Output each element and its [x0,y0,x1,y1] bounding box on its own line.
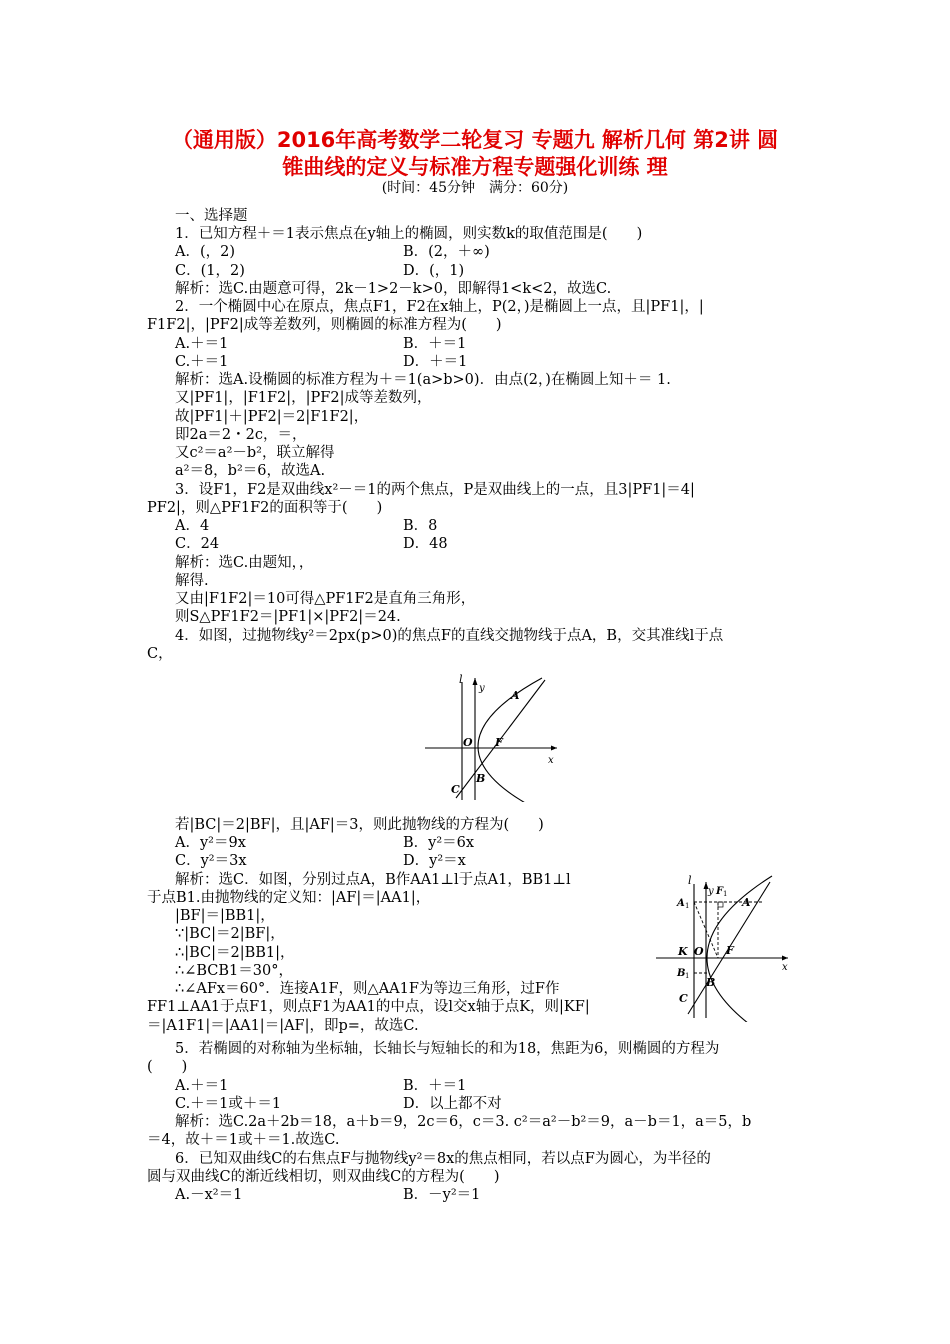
q4-solution-4: ∵|BC|＝2|BF|， [175,926,285,942]
q1-option-d: D．(，1) [403,263,465,279]
label-f: F [495,736,503,749]
q4-solution-9: ＝|A1F1|＝|AA1|＝|AF|，即p=，故选C. [147,1018,419,1034]
label-y: y [708,886,714,897]
label-f1-subscript: 1 [723,890,728,898]
q4-solution-5: ∴|BC|＝2|BB1|， [175,945,295,961]
figure-y-arrow [473,678,478,685]
question-5-line-2: ( ) [147,1059,188,1075]
q2-solution-3: 故|PF1|＋|PF2|＝2|F1F2|， [175,409,369,425]
label-k: K [678,945,688,958]
question-2-line-1: 2．一个椭圆中心在原点，焦点F1，F2在x轴上，P(2，)是椭圆上一点，且|PF1|，| [175,299,704,315]
question-2-line-2: F1F2|，|PF2|成等差数列，则椭圆的标准方程为( ) [147,317,502,333]
figure-x-arrow [551,746,557,751]
q5-solution-1: 解析：选C.2a＋2b＝18，a＋b＝9，2c＝6，c＝3. c²＝a²－b²＝9，a－b＝1，a＝5，b [175,1114,752,1130]
label-f: F [726,944,734,957]
q3-option-d: D．48 [403,536,448,552]
label-b: B [706,976,716,989]
q2-option-d: D．＋＝1 [403,354,468,370]
title-line-2: 锥曲线的定义与标准方程专题强化训练 理 [282,155,668,179]
q3-option-a: A．4 [175,518,210,534]
q2-option-c: C.＋＝1 [175,354,229,370]
q2-solution-6: a²＝8，b²＝6，故选A. [175,463,326,479]
q4-solution-3: |BF|＝|BB1|， [175,908,275,924]
q3-option-b: B．8 [403,518,438,534]
q4-solution-6: ∴∠BCB1＝30°， [175,963,293,979]
figure2-parabola [707,876,772,1022]
label-l: l [688,874,692,887]
title-line-1: （通用版）2016年高考数学二轮复习 专题九 解析几何 第2讲 圆 [171,128,779,152]
label-b1: B [677,968,686,979]
parabola-solution-figure [648,872,798,1022]
section-heading: 一、选择题 [175,208,248,224]
parabola-figure [420,670,560,802]
question-5-line-1: 5．若椭圆的对称轴为坐标轴，长轴长与短轴长的和为18，焦距为6，则椭圆的方程为 [175,1041,720,1057]
q2-option-a: A.＋＝1 [175,336,229,352]
q1-option-c: C．(1，2) [175,263,245,279]
label-b: B [476,772,486,785]
q6-option-a: A.－x²＝1 [175,1187,243,1203]
q1-option-b: B．(2，＋∞) [403,244,490,260]
q2-solution-4: 即2a＝2・2c，＝， [175,427,307,443]
label-o: O [463,736,473,749]
label-x: x [782,962,788,973]
q4-option-c: C．y²＝3x [175,853,247,869]
label-f1: F [716,886,724,897]
q2-option-b: B．＋＝1 [403,336,467,352]
question-1: 1．已知方程＋＝1表示焦点在y轴上的椭圆，则实数k的取值范围是( ) [175,226,643,242]
q4-solution-2: 于点B1.由抛物线的定义知：|AF|＝|AA1|， [147,890,431,906]
question-3-line-1: 3．设F1，F2是双曲线x²－＝1的两个焦点，P是双曲线上的一点，且3|PF1|＝4| [175,482,695,498]
label-a: A [742,896,751,909]
label-b1-subscript: 1 [685,972,690,980]
label-o: O [694,945,704,958]
figure2-right-angle [718,902,723,907]
q4-option-b: B．y²＝6x [403,835,475,851]
q3-solution-3: 又由|F1F2|＝10可得△PF1F2是直角三角形， [175,591,476,607]
subtitle: (时间：45分钟 满分：60分) [381,180,569,196]
q2-solution-1: 解析：选A.设椭圆的标准方程为＋＝1(a>b>0)．由点(2，)在椭圆上知＋＝ 1. [175,372,671,388]
q4-option-d: D．y²＝x [403,853,466,869]
q1-solution: 解析：选C.由题意可得，2k－1>2－k>0，即解得1<k<2，故选C. [175,281,612,297]
figure2-x-arrow [782,956,788,961]
q3-solution-1: 解析：选C.由题知，， [175,555,314,571]
question-4-line-1: 4．如图，过抛物线y²＝2px(p>0)的焦点F的直线交抛物线于点A，B，交其准线l于点 [175,628,724,644]
q4-solution-7: ∴∠AFx＝60°．连接A1F，则△AA1F为等边三角形，过F作 [175,981,560,997]
label-a1: A [677,898,685,909]
q5-option-c: C.＋＝1或＋＝1 [175,1096,282,1112]
q5-solution-2: ＝4，故＋＝1或＋＝1.故选C. [147,1132,340,1148]
label-c: C [451,783,460,796]
q6-option-b: B．－y²＝1 [403,1187,481,1203]
q2-solution-2: 又|PF1|，|F1F2|，|PF2|成等差数列， [175,390,432,406]
question-6-line-2: 圆与双曲线C的渐近线相切，则双曲线C的方程为( ) [147,1169,500,1185]
q3-option-c: C．24 [175,536,220,552]
q2-solution-5: 又c²＝a²－b²，联立解得 [175,445,335,461]
label-l: l [459,673,463,686]
question-4-line-2: C， [147,646,173,662]
q3-solution-4: 则S△PF1F2＝|PF1|×|PF2|＝24. [175,609,401,625]
q4-solution-8: FF1⊥AA1于点F1，则点F1为AA1的中点，设l交x轴于点K，则|KF| [147,999,590,1015]
label-a: A [511,689,520,702]
q4-option-a: A．y²＝9x [175,835,246,851]
label-y: y [479,683,485,694]
label-x: x [548,755,554,766]
q4-solution-1: 解析：选C．如图，分别过点A，B作AA1⊥l于点A1，BB1⊥l [175,872,571,888]
label-c: C [679,992,688,1005]
q5-option-d: D．以上都不对 [403,1096,502,1112]
q3-solution-2: 解得. [175,573,209,589]
question-3-line-2: PF2|，则△PF1F2的面积等于( ) [147,500,383,516]
question-4-line-3: 若|BC|＝2|BF|，且|AF|＝3，则此抛物线的方程为( ) [175,817,544,833]
label-a1-subscript: 1 [685,902,690,910]
q5-option-a: A.＋＝1 [175,1078,229,1094]
question-6-line-1: 6．已知双曲线C的右焦点F与抛物线y²＝8x的焦点相同，若以点F为圆心，为半径的 [175,1151,711,1167]
q1-option-a: A．(，2) [175,244,236,260]
q5-option-b: B．＋＝1 [403,1078,467,1094]
